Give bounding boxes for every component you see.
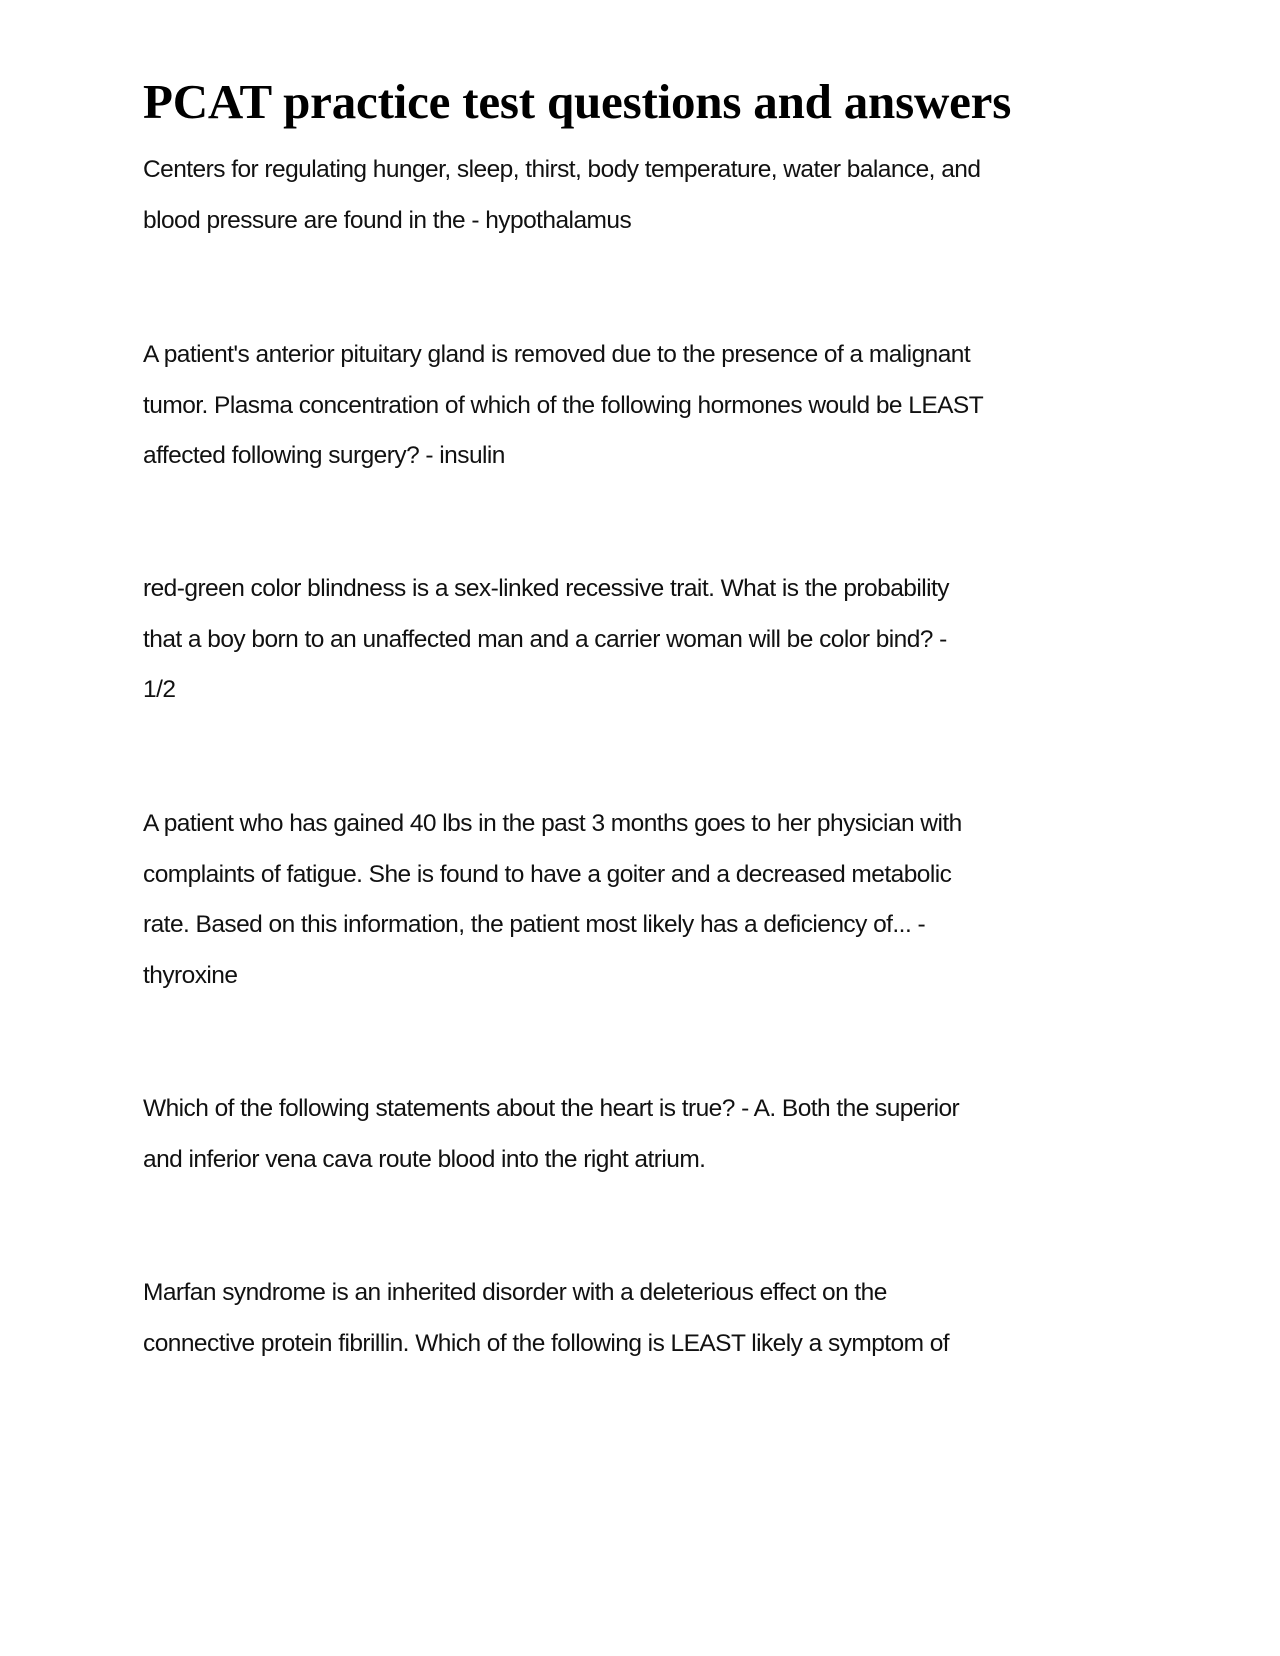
qa-paragraph-marfan — [143, 1268, 949, 1369]
text-line: Centers for regulating hunger, sleep, thirst, body temperature, water balance, and — [143, 156, 981, 183]
text-line: 1/2 — [143, 676, 176, 703]
qa-paragraph-heart — [143, 1084, 959, 1185]
qa-paragraph-hypothalamus — [143, 145, 980, 246]
text-line: thyroxine — [143, 961, 238, 989]
qa-paragraph-pituitary — [143, 330, 983, 482]
qa-paragraph-color-blindness — [143, 564, 949, 716]
text-line: Which of the following statements about the heart is true? - A. Both the superior — [143, 1095, 960, 1122]
text-line: connective protein fibrillin. Which of the following is LEAST likely a symptom of — [143, 1329, 950, 1357]
text-line: rate. Based on this information, the patient most likely has a deficiency of... - — [143, 911, 926, 938]
qa-paragraph-thyroxine — [143, 799, 962, 1001]
text-line: blood pressure are found in the - hypothalamus — [143, 206, 632, 234]
text-line: complaints of fatigue. She is found to have a goiter and a decreased metabolic — [143, 860, 952, 888]
text-line: that a boy born to an unaffected man and a carrier woman will be color bind? - — [143, 625, 947, 653]
document-title: PCAT practice test questions and answers — [143, 74, 1012, 129]
text-line: tumor. Plasma concentration of which of the following hormones would be LEAST — [143, 391, 984, 419]
text-line: affected following surgery? - insulin — [143, 442, 505, 469]
text-line: Marfan syndrome is an inherited disorder with a deleterious effect on the — [143, 1279, 887, 1306]
text-line: red-green color blindness is a sex-linked recessive trait. What is the probability — [143, 575, 949, 602]
text-line: A patient who has gained 40 lbs in the past 3 months goes to her physician with — [143, 810, 962, 837]
text-line: A patient's anterior pituitary gland is removed due to the presence of a malignant — [143, 341, 971, 368]
text-line: and inferior vena cava route blood into the right atrium. — [143, 1145, 706, 1173]
